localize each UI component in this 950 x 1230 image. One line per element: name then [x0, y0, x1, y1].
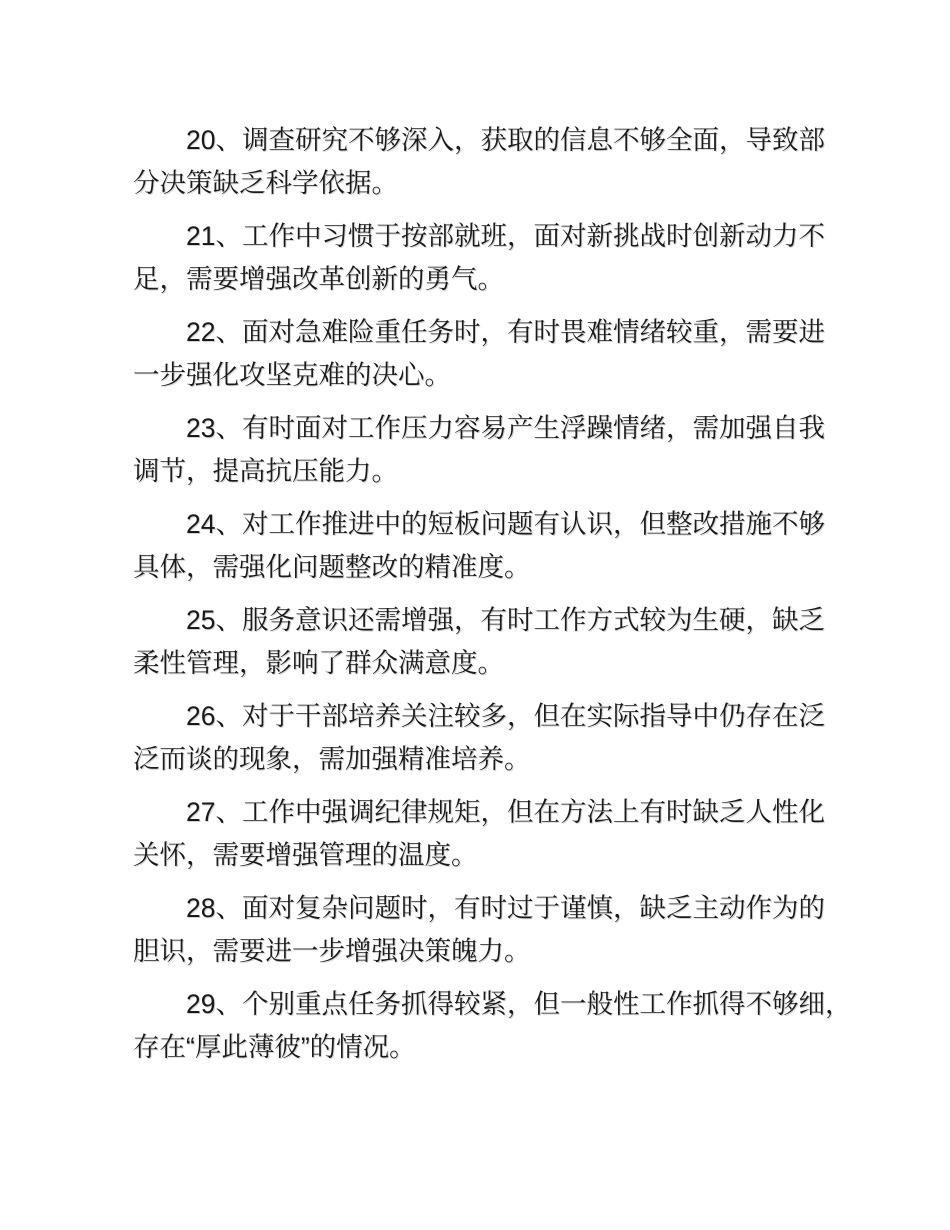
list-item — [133, 791, 865, 877]
problem-list — [133, 119, 865, 1069]
paragraph-line-2: 具体，需强化问题整改的精准度。 — [133, 552, 531, 582]
list-item — [133, 503, 865, 589]
paragraph-line-2: 柔性管理，影响了群众满意度。 — [133, 648, 504, 678]
paragraph-line-1: 25、服务意识还需增强，有时工作方式较为生硬，缺乏 — [186, 605, 825, 635]
list-item — [133, 407, 865, 493]
paragraph-line-2: 胆识，需要进一步增强决策魄力。 — [133, 936, 531, 966]
paragraph-line-2: 调节，提高抗压能力。 — [133, 456, 398, 486]
paragraph-line-1: 24、对工作推进中的短板问题有认识，但整改措施不够 — [186, 509, 825, 539]
paragraph-line-1: 29、个别重点任务抓得较紧，但一般性工作抓得不够细， — [186, 989, 852, 1019]
paragraph-line-1: 22、面对急难险重任务时，有时畏难情绪较重，需要进 — [186, 317, 825, 347]
list-item — [133, 695, 865, 781]
list-item — [133, 887, 865, 973]
paragraph-line-2: 分决策缺乏科学依据。 — [133, 168, 398, 198]
paragraph-line-2: 足，需要增强改革创新的勇气。 — [133, 264, 504, 294]
list-item — [133, 119, 865, 205]
paragraph-line-1: 23、有时面对工作压力容易产生浮躁情绪，需加强自我 — [186, 413, 825, 443]
paragraph-line-1: 27、工作中强调纪律规矩，但在方法上有时缺乏人性化 — [186, 797, 825, 827]
paragraph-line-1: 26、对于干部培养关注较多，但在实际指导中仍存在泛 — [186, 701, 825, 731]
list-item — [133, 311, 865, 397]
list-item — [133, 215, 865, 301]
paragraph-line-1: 21、工作中习惯于按部就班，面对新挑战时创新动力不 — [186, 221, 825, 251]
paragraph-line-2: 泛而谈的现象，需加强精准培养。 — [133, 744, 531, 774]
paragraph-line-2: 存在“厚此薄彼”的情况。 — [133, 1032, 416, 1062]
list-item — [133, 983, 865, 1069]
paragraph-line-2: 关怀，需要增强管理的温度。 — [133, 840, 478, 870]
paragraph-line-2: 一步强化攻坚克难的决心。 — [133, 360, 451, 390]
paragraph-line-1: 28、面对复杂问题时，有时过于谨慎，缺乏主动作为的 — [186, 893, 825, 923]
list-item — [133, 599, 865, 685]
paragraph-line-1: 20、调查研究不够深入，获取的信息不够全面，导致部 — [186, 125, 825, 155]
